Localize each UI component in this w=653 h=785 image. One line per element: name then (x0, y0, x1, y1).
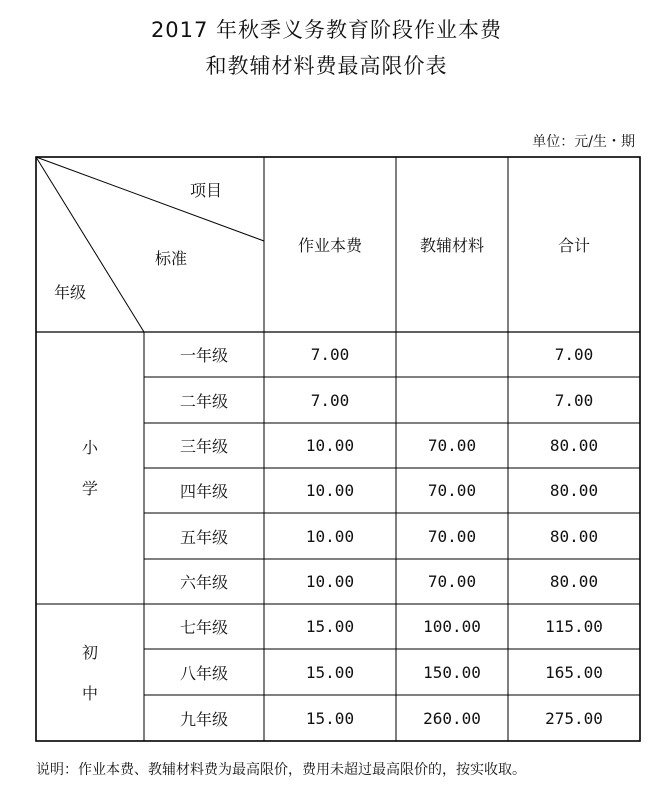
grade-cell: 一年级 (179, 346, 228, 365)
title-line-2: 和教辅材料费最高限价表 (205, 54, 448, 78)
header-grade-label: 年级 (54, 283, 87, 302)
group-middle-char-1: 初 (81, 642, 98, 662)
materials-fee-cell: 70.00 (427, 436, 477, 455)
materials-fee-cell (396, 377, 508, 423)
total-cell: 80.00 (549, 526, 599, 546)
group-primary-char-1: 小 (81, 438, 98, 457)
workbook-fee-cell: 15.00 (305, 617, 355, 636)
materials-fee-cell: 260.00 (423, 708, 481, 728)
workbook-fee-cell: 7.00 (310, 390, 350, 410)
total-cell: 275.00 (545, 708, 603, 728)
group-middle-char-2: 中 (81, 683, 98, 703)
header-materials-fee: 教辅材料 (419, 236, 484, 255)
materials-fee-cell: 150.00 (423, 662, 481, 682)
group-middle-school (36, 604, 144, 741)
workbook-fee-cell: 15.00 (305, 708, 355, 728)
header-standard-label: 标准 (155, 249, 188, 268)
total-cell: 80.00 (549, 572, 599, 591)
grade-cell: 二年级 (179, 391, 228, 411)
total-cell: 115.00 (545, 617, 603, 636)
group-primary-char-2: 学 (81, 479, 98, 498)
header-item-label: 项目 (190, 181, 223, 200)
total-cell: 7.00 (554, 345, 594, 364)
grade-cell: 六年级 (179, 573, 228, 592)
workbook-fee-cell: 10.00 (305, 481, 355, 500)
grade-cell: 三年级 (179, 437, 228, 456)
materials-fee-cell: 70.00 (427, 526, 477, 546)
header-workbook-fee: 作业本费 (297, 236, 362, 255)
materials-fee-cell: 100.00 (423, 617, 481, 636)
grade-cell: 九年级 (179, 709, 228, 729)
workbook-fee-cell: 10.00 (305, 572, 355, 591)
workbook-fee-cell: 10.00 (305, 436, 355, 455)
total-cell: 80.00 (549, 436, 599, 455)
grade-cell: 五年级 (179, 527, 228, 547)
total-cell: 7.00 (554, 390, 594, 410)
materials-fee-cell: 70.00 (427, 572, 477, 591)
title-line-1: 2017 年秋季义务教育阶段作业本费 (150, 18, 503, 42)
grade-cell: 八年级 (179, 663, 228, 683)
materials-fee-cell: 70.00 (427, 481, 477, 500)
materials-fee-cell (396, 332, 508, 377)
footnote: 说明：作业本费、教辅材料费为最高限价，费用未超过最高限价的，按实收取。 (36, 762, 526, 778)
total-cell: 165.00 (545, 662, 603, 682)
group-primary-school (36, 332, 144, 604)
grade-cell: 七年级 (179, 618, 228, 637)
unit-label: 单位：元/生・期 (532, 134, 635, 150)
header-total: 合计 (557, 236, 590, 255)
workbook-fee-cell: 7.00 (310, 345, 350, 364)
workbook-fee-cell: 15.00 (305, 662, 355, 682)
workbook-fee-cell: 10.00 (305, 526, 355, 546)
grade-cell: 四年级 (179, 482, 228, 501)
total-cell: 80.00 (549, 481, 599, 500)
